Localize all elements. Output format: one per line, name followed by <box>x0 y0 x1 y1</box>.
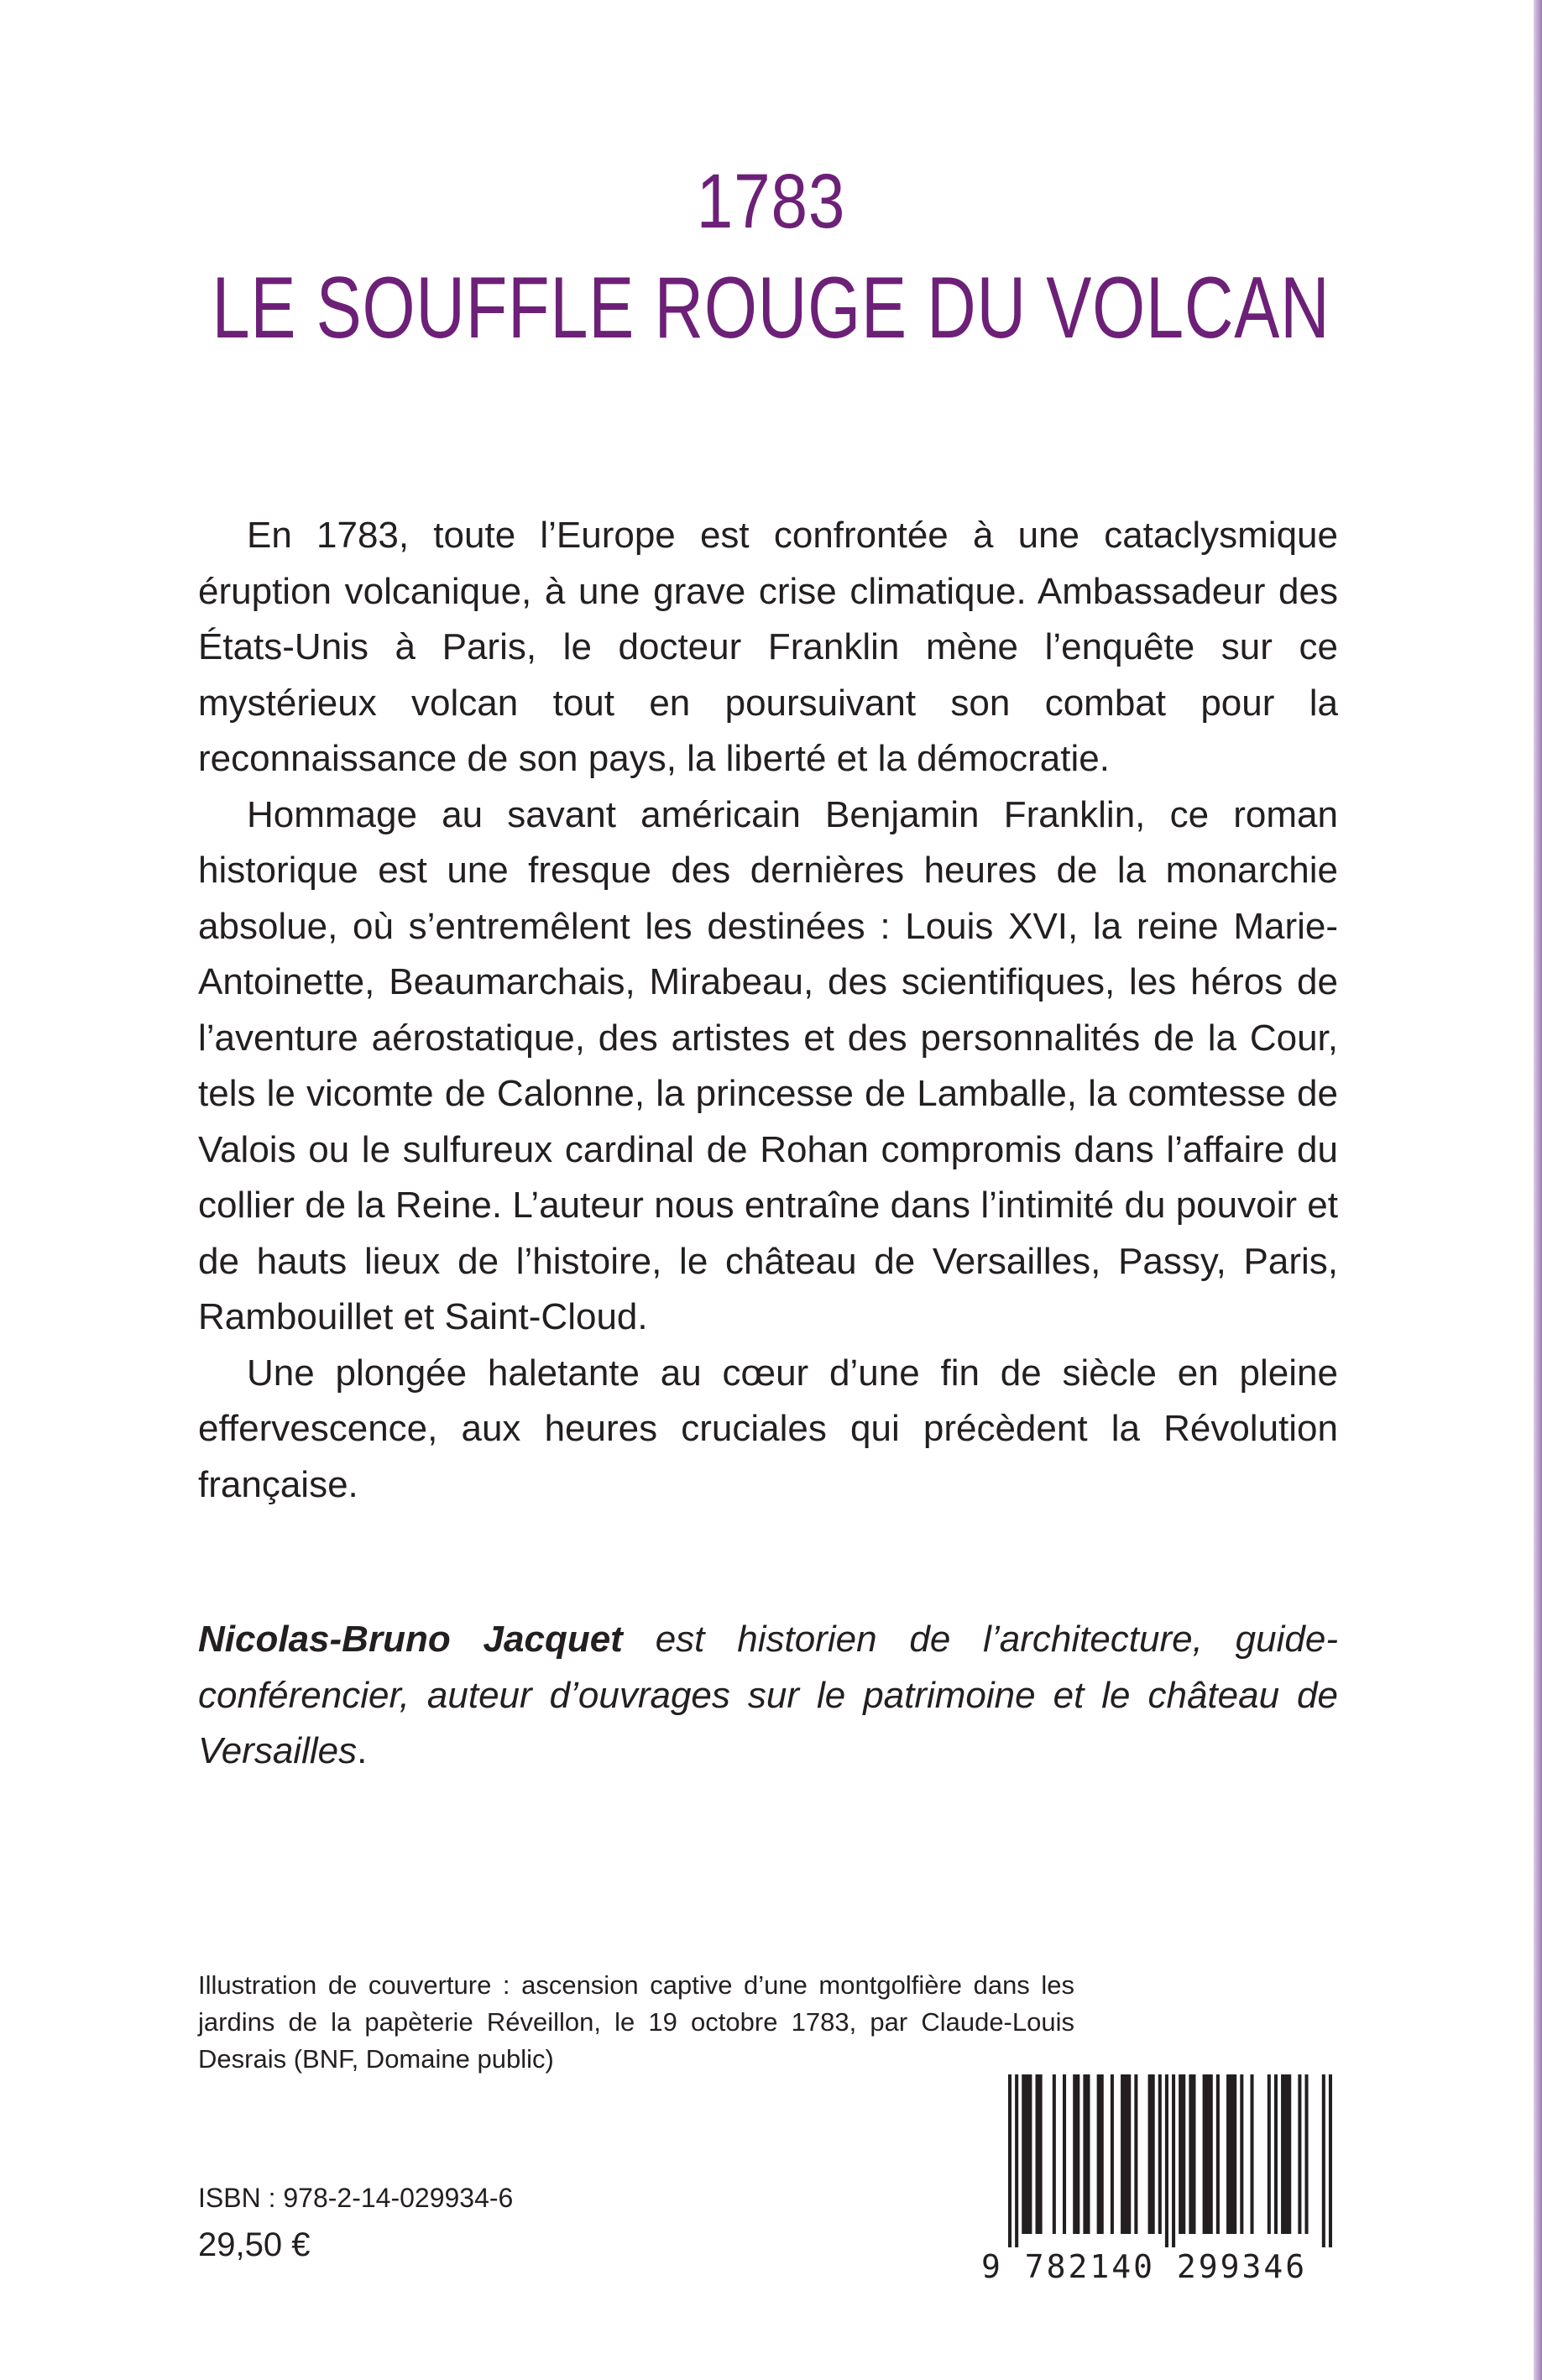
barcode-bar-14 <box>1165 2074 1168 2247</box>
author-name: Nicolas-Bruno Jacquet <box>198 1619 623 1660</box>
title-year: 1783 <box>696 159 846 244</box>
barcode-bar-27 <box>1304 2074 1308 2234</box>
blurb-paragraph-2: Hommage au savant américain Benjamin Franklin, ce roman historique est une fresque des dernières heures de la monarchie absolue, où s’entremêlent les destinées : Louis XVI, la reine Marie-Antoinette, Beaumarchais, Mirabeau, des scientifiques, les héros de l’aventure aérostatique, des artistes et des personnalités de la Cour, tels le vicomte de Calonne, la princesse de Lamballe, la comtesse de Valois ou le sulfureux cardinal de Rohan compromis dans l’affaire du collier de la Reine. L’auteur nous entraîne dans l’intimité du pouvoir et de hauts lieux de l’histoire, le château de Versailles, Passy, Paris, Rambouillet et Saint-Cloud. <box>198 793 1338 1337</box>
barcode-bar-24 <box>1274 2074 1278 2234</box>
barcode-bar-8 <box>1097 2074 1104 2234</box>
barcode-bar-25 <box>1281 2074 1291 2234</box>
barcode-bars <box>978 2069 1339 2247</box>
barcode-bar-19 <box>1216 2074 1220 2234</box>
barcode-bar-10 <box>1121 2074 1131 2234</box>
barcode-bar-18 <box>1203 2074 1213 2234</box>
barcode-bar-6 <box>1073 2074 1079 2234</box>
barcode-bar-9 <box>1111 2074 1114 2234</box>
barcode-bar-2 <box>1022 2074 1032 2234</box>
price: 29,50 € <box>198 2226 311 2263</box>
barcode-bar-5 <box>1063 2074 1066 2234</box>
author-bio-period: . <box>357 1730 368 1771</box>
barcode-bar-3 <box>1036 2074 1043 2234</box>
blurb-paragraph-3: Une plongée haletante au cœur d’une fin de siècle en pleine effervescence, aux heures cruciales qui précèdent la Révolution française. <box>198 1352 1338 1505</box>
blurb-paragraph-1: En 1783, toute l’Europe est confrontée à une cataclysmique éruption volcanique, à une grave crise climatique. Ambassadeur des États-Unis à Paris, le docteur Franklin mène l’enquête sur ce mystérieux volcan tout en poursuivant son combat pour la reconnaissance de son pays, la liberté et la démocratie. <box>198 515 1338 779</box>
barcode-bar-4 <box>1053 2074 1056 2234</box>
barcode-bar-20 <box>1226 2074 1236 2234</box>
barcode-bar-26 <box>1298 2074 1301 2234</box>
barcode-bar-13 <box>1158 2074 1162 2234</box>
barcode-bar-7 <box>1083 2074 1090 2234</box>
barcode-bar-23 <box>1268 2074 1271 2234</box>
title-main: LE SOUFFLE ROUGE DU VOLCAN <box>212 259 1330 357</box>
author-bio-text: est historien de l’architecture, guide-conférencier, auteur d’ouvrages sur le patrimoine et le château de Versailles <box>198 1619 1338 1771</box>
barcode-bar-11 <box>1134 2074 1137 2234</box>
barcode-digits: 9 782140 299346 <box>981 2248 1308 2285</box>
book-blurb <box>198 508 1338 1513</box>
barcode-bar-16 <box>1179 2074 1185 2234</box>
barcode-bar-29 <box>1329 2074 1332 2247</box>
barcode-bar-12 <box>1148 2074 1155 2234</box>
barcode-bar-1 <box>1015 2074 1018 2247</box>
book-title <box>0 155 1542 358</box>
barcode-bar-22 <box>1250 2074 1253 2234</box>
barcode <box>978 2069 1339 2288</box>
barcode-bar-21 <box>1240 2074 1243 2234</box>
cover-illustration-credit: Illustration de couverture : ascension captive d’une montgolfière dans les jardins de la papèterie Réveillon, le 19 octobre 1783, par Claude-Louis Desrais (BNF, Domaine public) <box>198 1970 1074 2074</box>
barcode-bar-0 <box>1008 2074 1011 2247</box>
author-bio <box>198 1612 1338 1780</box>
barcode-bar-15 <box>1172 2074 1175 2247</box>
isbn: ISBN : 978-2-14-029934-6 <box>198 2183 514 2213</box>
barcode-bar-17 <box>1189 2074 1195 2234</box>
barcode-bar-28 <box>1322 2074 1325 2247</box>
